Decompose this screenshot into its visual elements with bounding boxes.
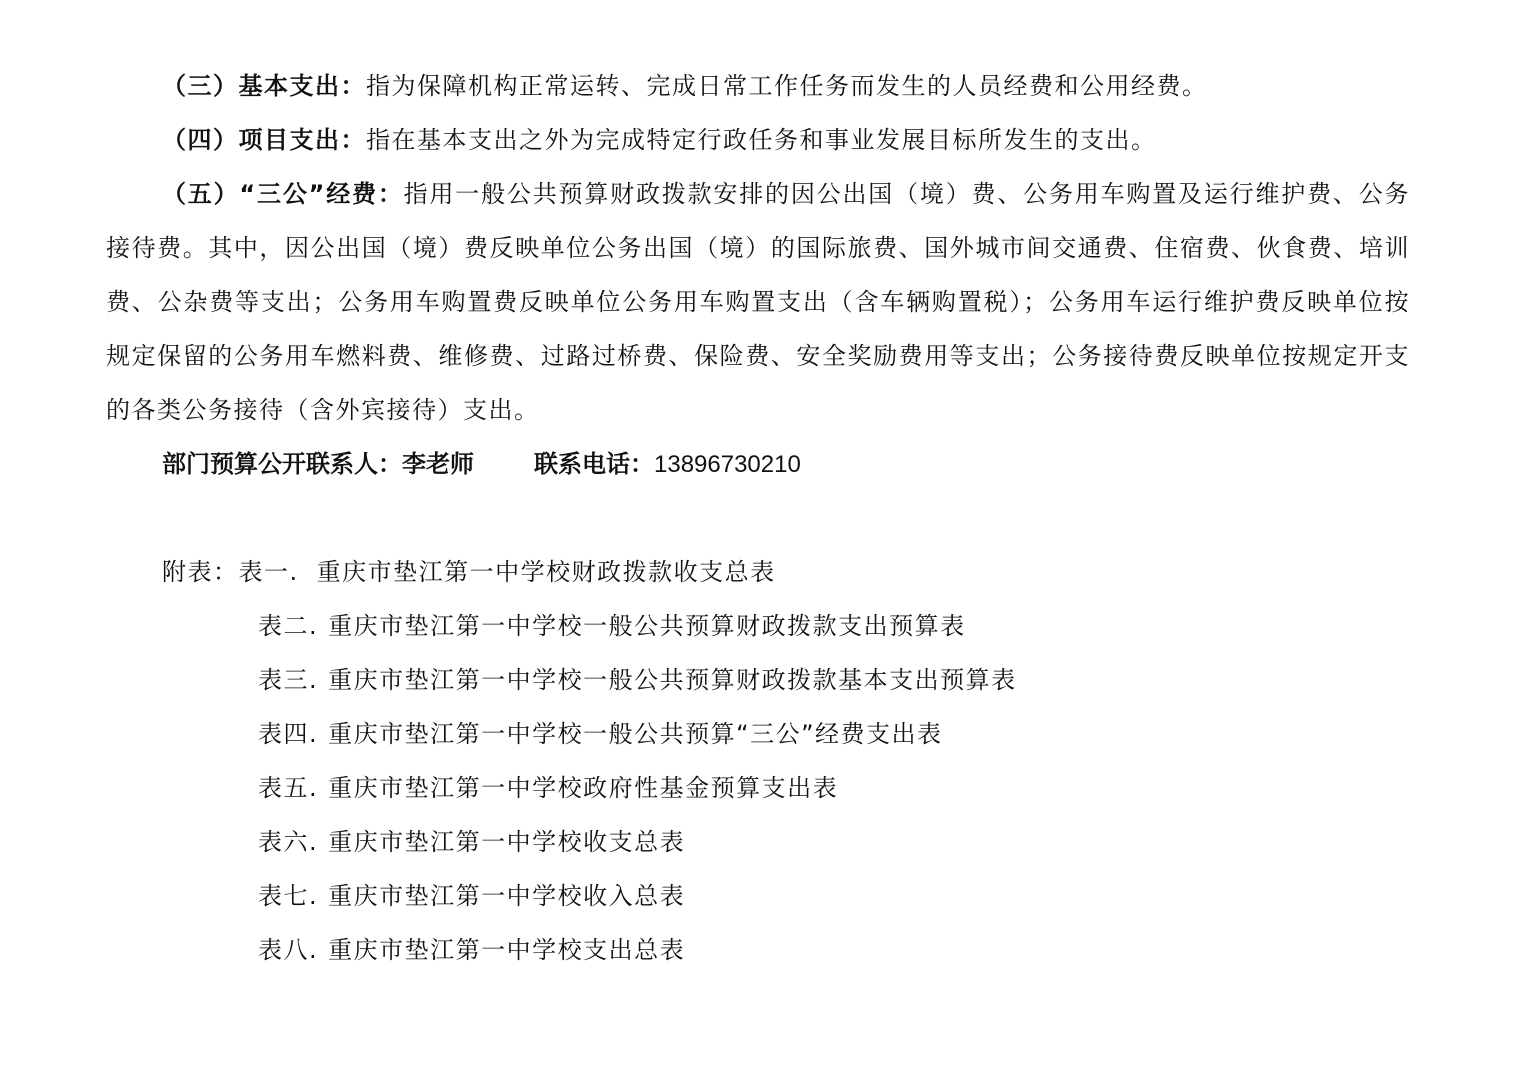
attachment-number: 表四. <box>258 720 319 748</box>
attachment-item <box>162 602 1017 656</box>
attachment-item <box>162 872 1017 926</box>
definition-text: 指在基本支出之外为完成特定行政任务和事业发展目标所发生的支出。 <box>366 126 1157 154</box>
attachment-title: 重庆市垫江第一中学校财政拨款收支总表 <box>316 558 776 586</box>
definition-three-public-funds <box>106 167 1410 437</box>
attachment-number: 表六. <box>258 828 319 856</box>
attachment-title: 重庆市垫江第一中学校支出总表 <box>328 936 686 964</box>
definition-term: （三）基本支出： <box>162 72 366 100</box>
attachment-title: 重庆市垫江第一中学校一般公共预算“三公”经费支出表 <box>328 720 943 748</box>
definition-basic-expenditure <box>106 59 1410 113</box>
contact-phone-label: 联系电话： <box>534 450 654 478</box>
attachment-title: 重庆市垫江第一中学校政府性基金预算支出表 <box>328 774 839 802</box>
definition-project-expenditure <box>106 113 1410 167</box>
definition-text: 指用一般公共预算财政拨款安排的因公出国（境）费、公务用车购置及运行维护费、公务接待费。其中，因公出国（境）费反映单位公务出国（境）的国际旅费、国外城市间交通费、住宿费、伙食费、培训费、公杂费等支出；公务用车购置费反映单位公务用车购置支出（含车辆购置税）；公务用车运行维护费反映单位按规定保留的公务用车燃料费、维修费、过路过桥费、保险费、安全奖励费用等支出；公务接待费反映单位按规定开支的各类公务接待（含外宾接待）支出。 <box>106 180 1411 424</box>
attachment-item <box>162 764 1017 818</box>
attachment-number: 表二. <box>258 612 319 640</box>
attachment-item <box>162 710 1017 764</box>
attachment-title: 重庆市垫江第一中学校收支总表 <box>328 828 686 856</box>
attachment-item <box>162 926 1017 980</box>
attachment-number: 表五. <box>258 774 319 802</box>
attachment-title: 重庆市垫江第一中学校一般公共预算财政拨款支出预算表 <box>328 612 966 640</box>
attachment-item <box>162 548 1017 602</box>
definition-term: （五）“三公”经费： <box>162 180 404 208</box>
attachment-number: 表三. <box>258 666 319 694</box>
contact-phone: 13896730210 <box>654 451 801 478</box>
attachment-item <box>162 656 1017 710</box>
definition-term: （四）项目支出： <box>162 126 366 154</box>
attachment-title: 重庆市垫江第一中学校一般公共预算财政拨款基本支出预算表 <box>328 666 1017 694</box>
attachment-list <box>162 548 1017 980</box>
contact-person-label: 部门预算公开联系人： <box>162 450 402 478</box>
attachment-number: 表七. <box>258 882 319 910</box>
attachment-number: 表八. <box>258 936 319 964</box>
contact-line <box>162 440 801 489</box>
definition-text: 指为保障机构正常运转、完成日常工作任务而发生的人员经费和公用经费。 <box>366 72 1208 100</box>
contact-person: 李老师 <box>402 450 474 478</box>
attachment-number: 表一. <box>238 558 299 586</box>
attachment-title: 重庆市垫江第一中学校收入总表 <box>328 882 686 910</box>
attachment-prefix: 附表： <box>162 558 239 586</box>
attachment-item <box>162 818 1017 872</box>
